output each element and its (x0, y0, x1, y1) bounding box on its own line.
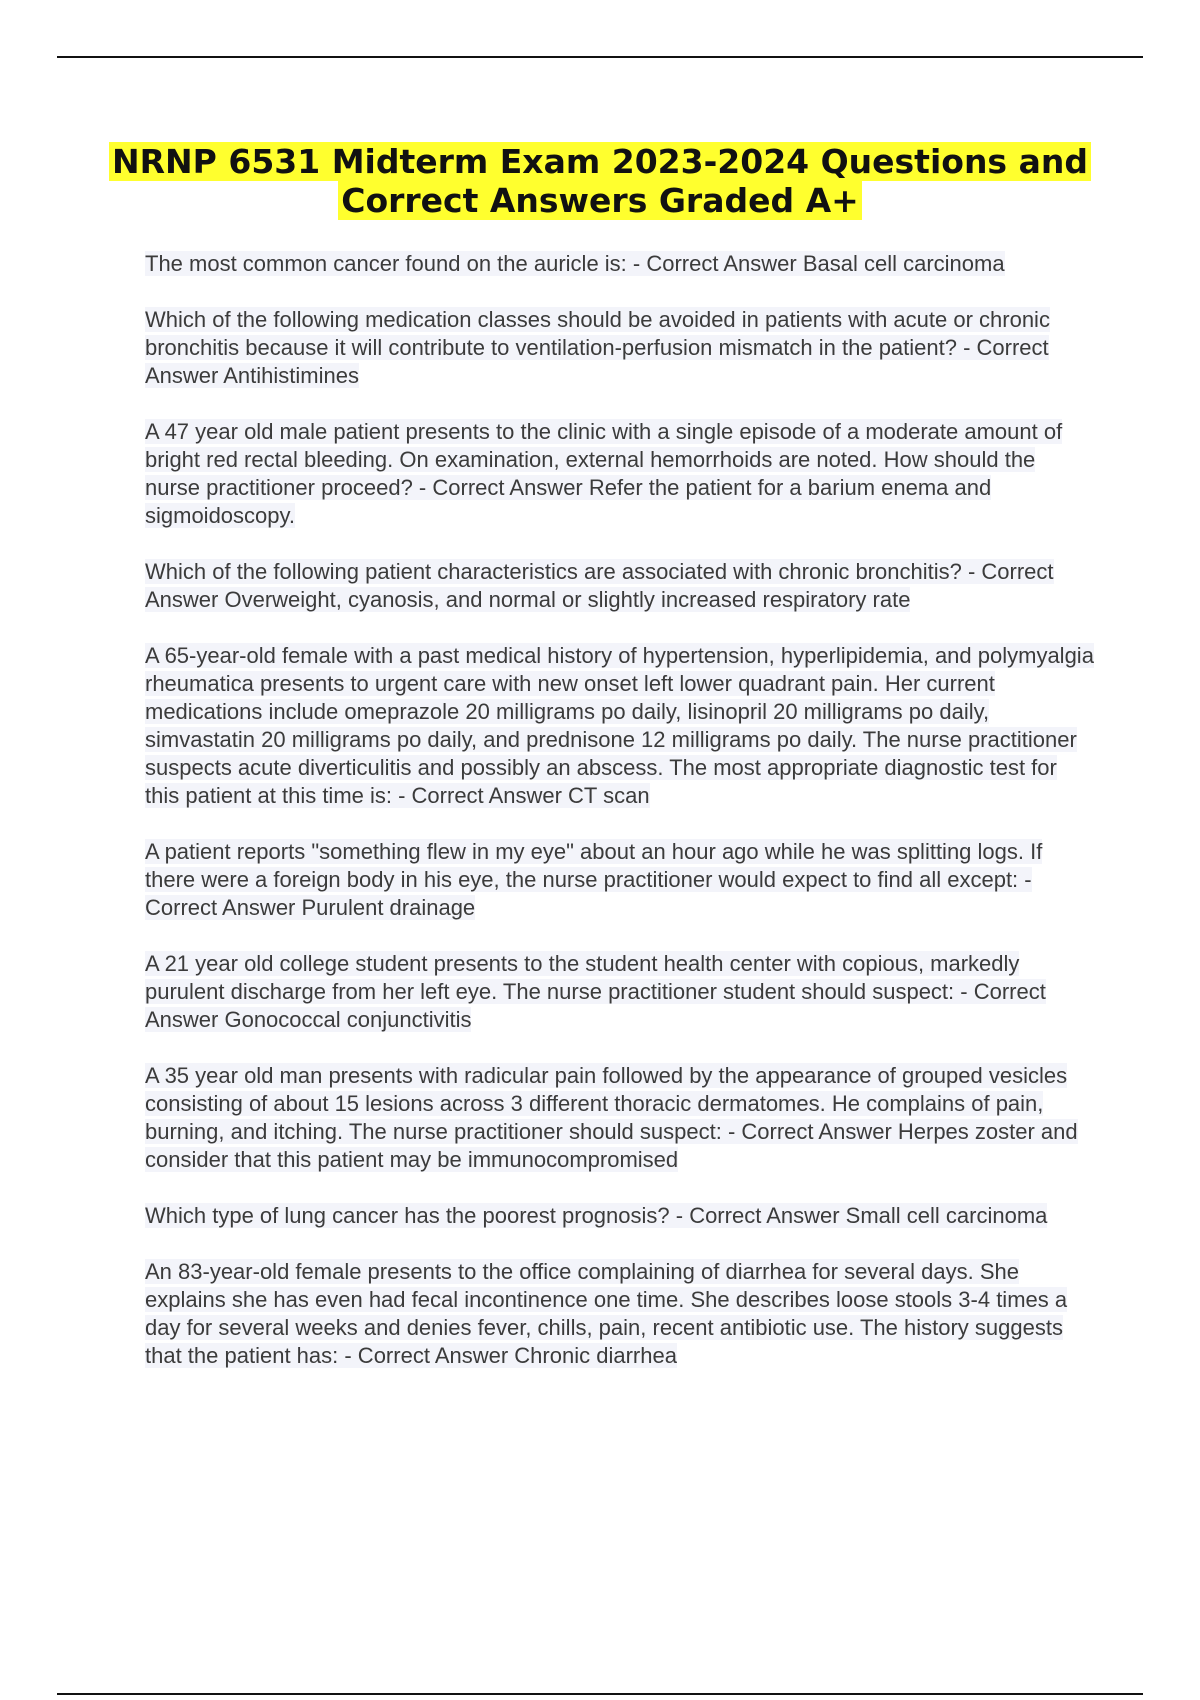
qa-item-text: A 35 year old man presents with radicular pain followed by the appearance of grouped vesicles consisting of about 15 lesions across 3 different thoracic dermatomes. He complains of pain, burning, and itching. The nurse practitioner should suspect: - Correct Answer Herpes zoster and consider that this patient may be immunocompromised (145, 1063, 1078, 1172)
bottom-rule (57, 1693, 1143, 1695)
document-title-text: NRNP 6531 Midterm Exam 2023-2024 Questions and Correct Answers Graded A+ (109, 142, 1091, 220)
qa-item (145, 1202, 1095, 1230)
qa-item (145, 250, 1095, 278)
question-answer-list (145, 250, 1095, 1398)
qa-item (145, 1258, 1095, 1370)
qa-item (145, 558, 1095, 614)
qa-item-text: Which of the following patient characteristics are associated with chronic bronchitis? - Correct Answer Overweight, cyanosis, and normal or slightly increased respiratory rate (145, 559, 1054, 612)
qa-item-text: A patient reports "something flew in my eye" about an hour ago while he was splitting logs. If there were a foreign body in his eye, the nurse practitioner would expect to find all except: - Correct Answer Purulent drainage (145, 839, 1043, 920)
qa-item-text: The most common cancer found on the auricle is: - Correct Answer Basal cell carcinoma (145, 251, 1005, 276)
qa-item-text: An 83-year-old female presents to the office complaining of diarrhea for several days. She explains she has even had fecal incontinence one time. She describes loose stools 3-4 times a day for several weeks and denies fever, chills, pain, recent antibiotic use. The history suggests that the patient has: - Correct Answer Chronic diarrhea (145, 1259, 1068, 1368)
qa-item-text: Which type of lung cancer has the poorest prognosis? - Correct Answer Small cell carcinoma (145, 1203, 1048, 1228)
qa-item (145, 642, 1095, 810)
qa-item-text: A 65-year-old female with a past medical history of hypertension, hyperlipidemia, and polymyalgia rheumatica presents to urgent care with new onset left lower quadrant pain. Her current medications include omeprazole 20 milligrams po daily, lisinopril 20 milligrams po daily, simvastatin 20 milligrams po daily, and prednisone 12 milligrams po daily. The nurse practitioner suspects acute diverticulitis and possibly an abscess. The most appropriate diagnostic test for this patient at this time is: - Correct Answer CT scan (145, 643, 1094, 808)
qa-item (145, 1062, 1095, 1174)
qa-item (145, 418, 1095, 530)
qa-item (145, 838, 1095, 922)
qa-item-text: A 21 year old college student presents to the student health center with copious, markedly purulent discharge from her left eye. The nurse practitioner student should suspect: - Correct Answer Gonococcal conjunctivitis (145, 951, 1046, 1032)
top-rule (57, 56, 1143, 58)
qa-item (145, 306, 1095, 390)
qa-item-text: A 47 year old male patient presents to the clinic with a single episode of a moderate amount of bright red rectal bleeding. On examination, external hemorrhoids are noted. How should the nurse practitioner proceed? - Correct Answer Refer the patient for a barium enema and sigmoidoscopy. (145, 419, 1063, 528)
qa-item (145, 950, 1095, 1034)
qa-item-text: Which of the following medication classes should be avoided in patients with acute or chronic bronchitis because it will contribute to ventilation-perfusion mismatch in the patient? - Correct Answer Antihistimines (145, 307, 1050, 388)
document-title (100, 142, 1100, 220)
